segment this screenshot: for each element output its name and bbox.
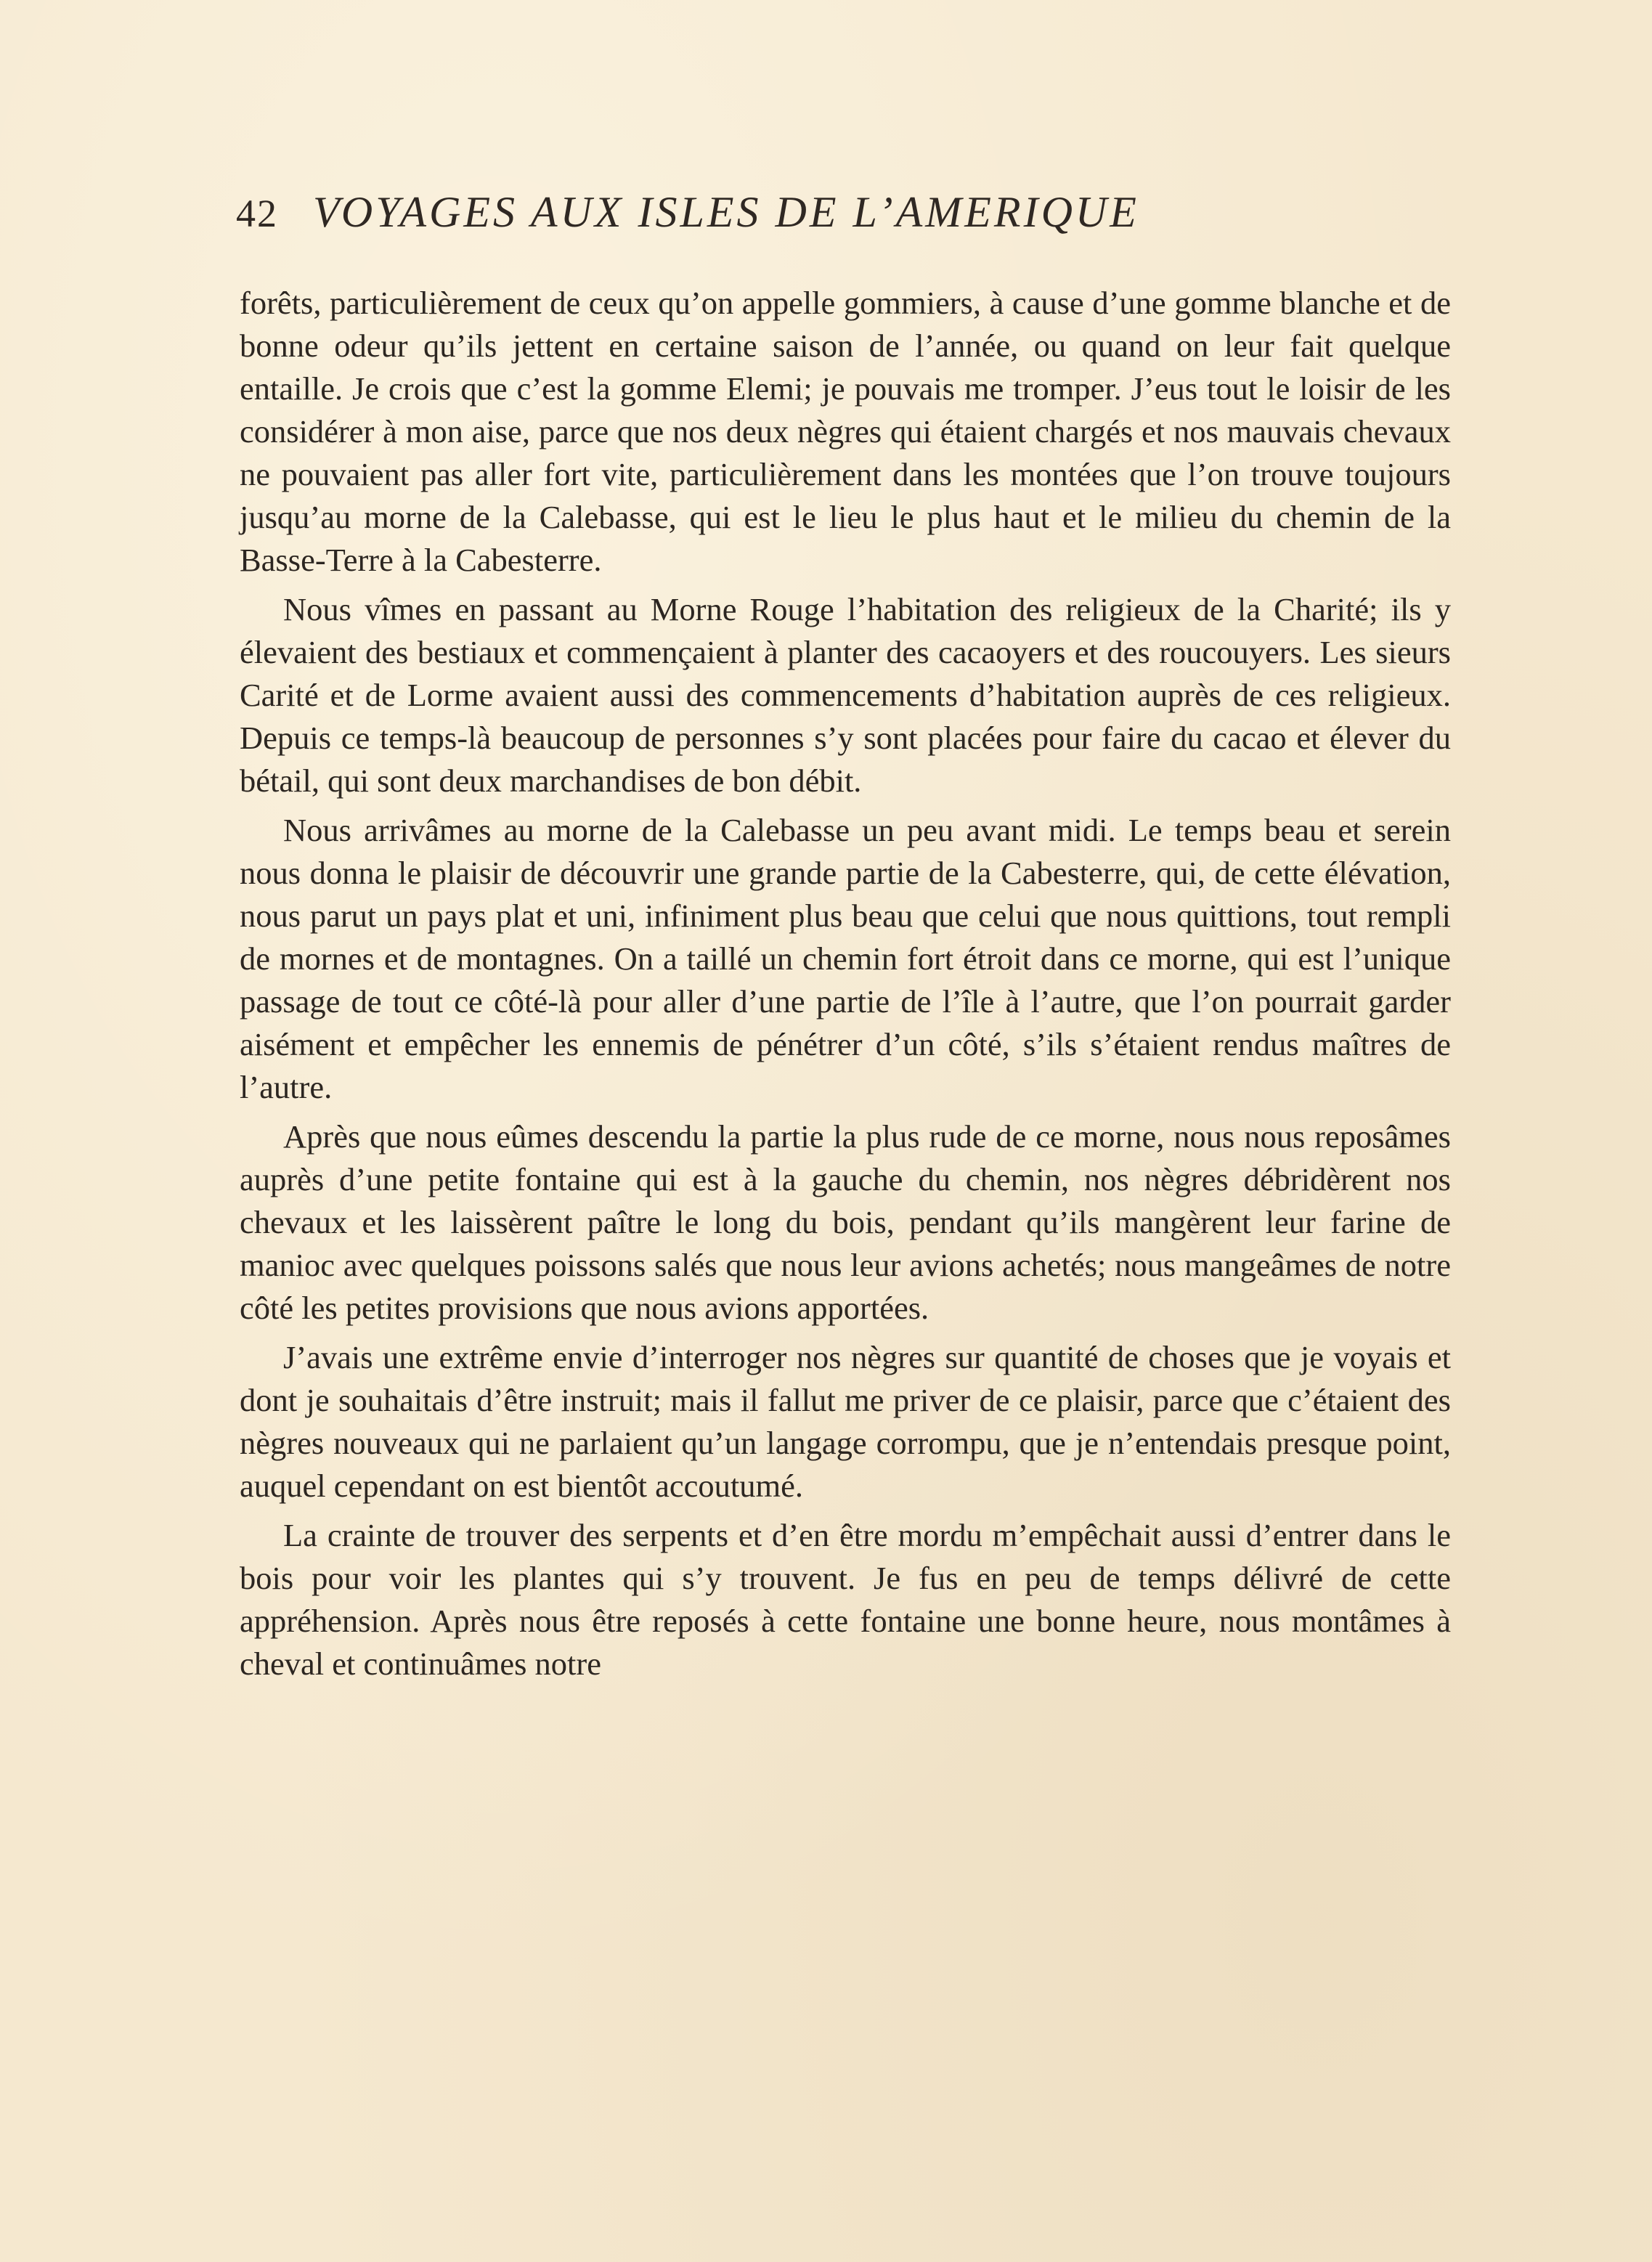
paragraph: Nous vîmes en passant au Morne Rouge l’habitation des religieux de la Charité; ils y élevaient des bestiaux et commençaient à planter des cacaoyers et des roucouyers. Les sieurs Carité et de Lorme avaient aussi des commencements d’habitation auprès de ces religieux. Depuis ce temps-là beaucoup de personnes s’y sont placées pour faire du cacao et élever du bétail, qui sont deux marchandises de bon débit. <box>240 591 1451 799</box>
paragraph: La crainte de trouver des serpents et d’en être mordu m’empêchait aussi d’entrer dans le bois pour voir les plantes qui s’y trouvent. Je fus en peu de temps délivré de cette appréhension. Après nous être reposés à cette fontaine une bonne heure, nous montâmes à cheval et continuâmes notre <box>240 1517 1451 1682</box>
running-head <box>236 187 1456 245</box>
page-number: 42 <box>236 192 278 235</box>
book-title: VOYAGES AUX ISLES DE L’AMERIQUE <box>313 188 1139 236</box>
paragraph: J’avais une extrême envie d’interroger nos nègres sur quantité de choses que je voyais et dont je souhaitais d’être instruit; mais il fallut me priver de ce plaisir, parce que c’étaient des nègres nouveaux qui ne parlaient qu’un langage corrompu, que je n’entendais presque point, auquel cependant on est bientôt accoutumé. <box>240 1339 1451 1504</box>
paragraph: Nous arrivâmes au morne de la Calebasse un peu avant midi. Le temps beau et serein nous donna le plaisir de découvrir une grande partie de la Cabesterre, qui, de cette élévation, nous parut un pays plat et uni, infiniment plus beau que celui que nous quittions, tout rempli de mornes et de montagnes. On a taillé un chemin fort étroit dans ce morne, qui est l’unique passage de tout ce côté-là pour aller d’une partie de l’île à l’autre, que l’on pourrait garder aisément et empêcher les ennemis de pénétrer d’un côté, s’ils s’étaient rendus maîtres de l’autre. <box>240 812 1451 1105</box>
paragraph: forêts, particulièrement de ceux qu’on appelle gommiers, à cause d’une gomme blanche et de bonne odeur qu’ils jettent en certaine saison de l’année, ou quand on leur fait quelque entaille. Je crois que c’est la gomme Elemi; je pouvais me tromper. J’eus tout le loisir de les considérer à mon aise, parce que nos deux nègres qui étaient chargés et nos mauvais chevaux ne pouvaient pas aller fort vite, particulièrement dans les montées que l’on trouve toujours jusqu’au morne de la Calebasse, qui est le lieu le plus haut et le milieu du chemin de la Basse-Terre à la Cabesterre. <box>240 285 1451 578</box>
body-text <box>240 282 1451 1692</box>
paragraph: Après que nous eûmes descendu la partie la plus rude de ce morne, nous nous reposâmes auprès d’une petite fontaine qui est à la gauche du chemin, nos nègres débridèrent nos chevaux et les laissèrent paître le long du bois, pendant qu’ils mangèrent leur farine de manioc avec quelques poissons salés que nous leur avions achetés; nous mangeâmes de notre côté les petites provisions que nous avions apportées. <box>240 1118 1451 1326</box>
